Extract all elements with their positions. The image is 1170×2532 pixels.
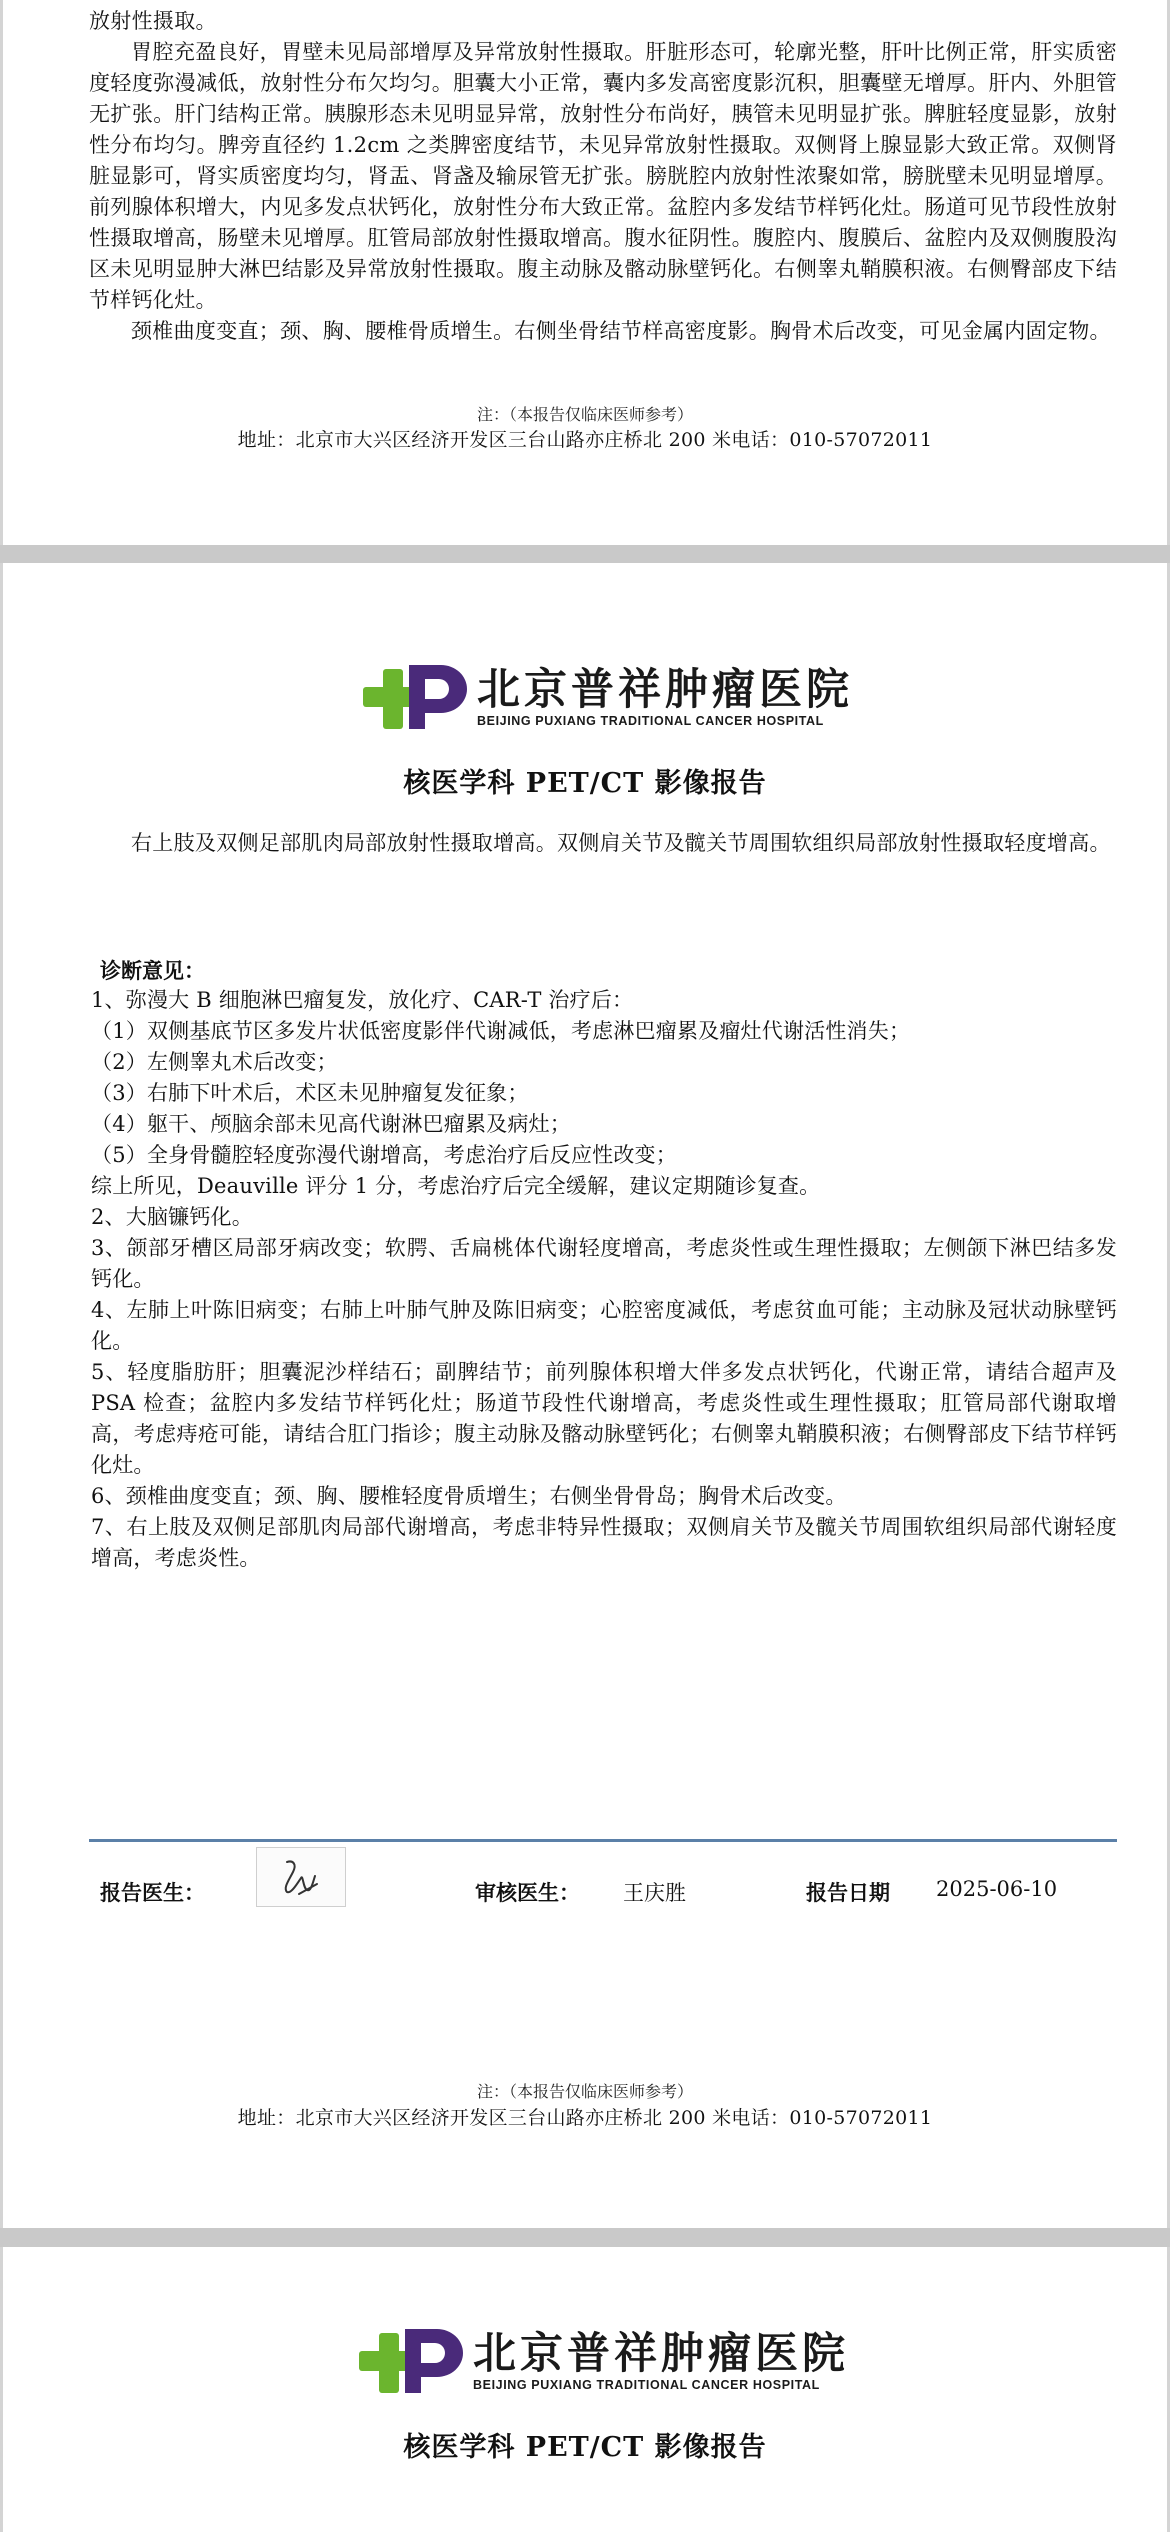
findings-paragraph: 胃腔充盈良好，胃壁未见局部增厚及异常放射性摄取。肝脏形态可，轮廓光整，肝叶比例正常，肝实质密度轻度弥漫减低，放射性分布欠均匀。胆囊大小正常，囊内多发高密度影沉积，胆囊壁无增厚。肝内、外胆管无扩张。肝门结构正常。胰腺形态未见明显异常，放射性分布尚好，胰管未见明显扩张。脾脏轻度显影，放射性分布均匀。脾旁直径约 1.2cm 之类脾密度结节，未见异常放射性摄取。双侧肾上腺显影大致正常。双侧肾脏显影可，肾实质密度均匀，肾盂、肾盏及输尿管无扩张。膀胱腔内放射性浓聚如常，膀胱壁未见明显增厚。前列腺体积增大，内见多发点状钙化，放射性分布大致正常。盆腔内多发结节样钙化灶。肠道可见节段性放射性摄取增高，肠壁未见增厚。肛管局部放射性摄取增高。腹水征阴性。腹腔内、腹膜后、盆腔内及双侧腹股沟区未见明显肿大淋巴结影及异常放射性摄取。腹主动脉及髂动脉壁钙化。右侧睾丸鞘膜积液。右侧臀部皮下结节样钙化灶。	[89, 40, 1117, 312]
footer-note: 注：（本报告仅临床医师参考）	[476, 2082, 693, 2101]
diagnosis-subitem: （2）左侧睾丸术后改变；	[91, 1050, 338, 1074]
diagnosis-item: 3、颌部牙槽区局部牙病改变；软腭、舌扁桃体代谢轻度增高，考虑炎性或生理性摄取；左侧颌下淋巴结多发钙化。	[91, 1236, 1117, 1291]
footer-address: 地址：北京市大兴区经济开发区三台山路亦庄桥北 200 米电话：010-57072011	[237, 429, 933, 451]
diagnosis-subitem: （5）全身骨髓腔轻度弥漫代谢增高，考虑治疗后反应性改变；	[91, 1143, 677, 1167]
hospital-logo	[359, 2325, 849, 2397]
findings-paragraph: 放射性摄取。	[89, 9, 217, 33]
diagnosis-item: 7、右上肢及双侧足部肌肉局部代谢增高，考虑非特异性摄取；双侧肩关节及髋关节周围软组织局部代谢轻度增高，考虑炎性。	[91, 1515, 1117, 1570]
diagnosis-subitem: （4）躯干、颅脑余部未见高代谢淋巴瘤累及病灶；	[91, 1112, 571, 1136]
review-doctor-label: 审核医生：	[475, 1880, 580, 1905]
diagnosis-list	[91, 985, 1117, 1574]
diagnosis-heading: 诊断意见：	[100, 958, 205, 983]
hospital-name-en: BEIJING PUXIANG TRADITIONAL CANCER HOSPITAL	[477, 714, 824, 728]
findings-paragraph: 右上肢及双侧足部肌肉局部放射性摄取增高。双侧肩关节及髋关节周围软组织局部放射性摄取轻度增高。	[131, 831, 1111, 855]
hospital-name-cn: 北京普祥肿瘤医院	[473, 2329, 849, 2379]
signature-icon	[257, 1848, 345, 1906]
report-doctor-label: 报告医生：	[100, 1880, 205, 1905]
hospital-logo-icon	[359, 2325, 463, 2397]
hospital-logo	[363, 661, 853, 733]
hospital-logo-icon	[363, 661, 467, 733]
review-doctor-name: 王庆胜	[623, 1881, 686, 1905]
footer-note: 注：（本报告仅临床医师参考）	[476, 405, 693, 424]
signature-divider	[89, 1839, 1117, 1842]
diagnosis-item: 5、轻度脂肪肝；胆囊泥沙样结石；副脾结节；前列腺体积增大伴多发点状钙化，代谢正常，请结合超声及 PSA 检查；盆腔内多发结节样钙化灶；肠道节段性代谢增高，考虑炎性或生理性摄取；肛管局部代谢取增高，考虑痔疮可能，请结合肛门指诊；腹主动脉及髂动脉壁钙化；右侧睾丸鞘膜积液；右侧臀部皮下结节样钙化灶。	[91, 1360, 1117, 1477]
diagnosis-item: 2、大脑镰钙化。	[91, 1205, 253, 1229]
diagnosis-item: 1、弥漫大 B 细胞淋巴瘤复发，放化疗、CAR-T 治疗后：	[91, 988, 634, 1012]
diagnosis-item: 6、颈椎曲度变直；颈、胸、腰椎轻度骨质增生；右侧坐骨骨岛；胸骨术后改变。	[91, 1484, 847, 1508]
findings-text	[89, 828, 1117, 859]
report-title: 核医学科 PET/CT 影像报告	[403, 2432, 767, 2463]
diagnosis-item: 4、左肺上叶陈旧病变；右肺上叶肺气肿及陈旧病变；心腔密度减低，考虑贫血可能；主动脉及冠状动脉壁钙化。	[91, 1298, 1117, 1353]
findings-text	[89, 6, 1117, 347]
diagnosis-subitem: （3）右肺下叶术后，术区未见肿瘤复发征象；	[91, 1081, 529, 1105]
hospital-name-en: BEIJING PUXIANG TRADITIONAL CANCER HOSPITAL	[473, 2378, 820, 2392]
report-page-3	[0, 2247, 1170, 2532]
report-page-2	[0, 563, 1170, 2228]
signature-image	[256, 1847, 346, 1907]
hospital-name-cn: 北京普祥肿瘤医院	[477, 665, 853, 715]
diagnosis-subitem: （1）双侧基底节区多发片状低密度影伴代谢减低，考虑淋巴瘤累及瘤灶代谢活性消失；	[91, 1019, 911, 1043]
diagnosis-summary: 综上所见，Deauville 评分 1 分，考虑治疗后完全缓解，建议定期随诊复查。	[91, 1174, 821, 1198]
report-title: 核医学科 PET/CT 影像报告	[403, 768, 767, 799]
report-date: 2025-06-10	[936, 1877, 1058, 1901]
footer-address: 地址：北京市大兴区经济开发区三台山路亦庄桥北 200 米电话：010-57072011	[237, 2107, 933, 2129]
report-date-label: 报告日期	[806, 1880, 890, 1905]
findings-paragraph: 颈椎曲度变直；颈、胸、腰椎骨质增生。右侧坐骨结节样高密度影。胸骨术后改变，可见金属内固定物。	[131, 319, 1111, 343]
report-page-1	[0, 0, 1170, 545]
